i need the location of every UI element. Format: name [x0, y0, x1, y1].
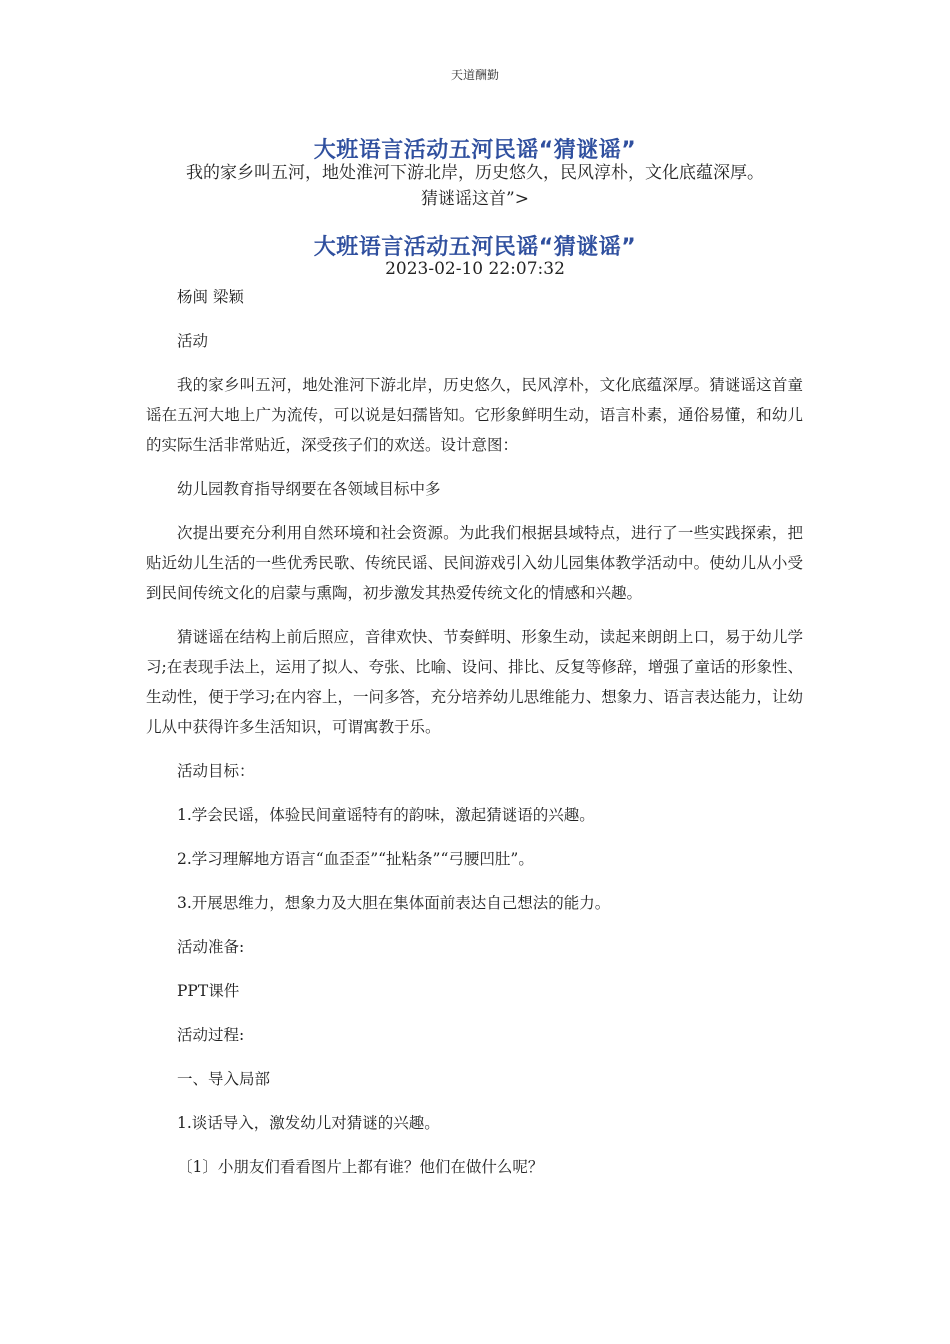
- paragraph: 我的家乡叫五河，地处淮河下游北岸，历史悠久，民风淳朴，文化底蕴深厚。猜谜谣这首童谣在五河大地上广为流传，可以说是妇孺皆知。它形象鲜明生动，语言朴素，通俗易懂，和幼儿的实际生活非常贴近，深受孩子们的欢送。设计意图：: [146, 376, 803, 454]
- document-title: 大班语言活动五河民谣“猜谜谣”: [313, 138, 637, 163]
- section-heading: 活动过程:: [177, 1026, 245, 1044]
- article-title: 大班语言活动五河民谣“猜谜谣”: [313, 235, 637, 260]
- paragraph: 幼儿园教育指导纲要在各领域目标中多: [177, 480, 441, 498]
- list-item: 〔1〕小朋友们看看图片上都有谁？他们在做什么呢？: [177, 1158, 544, 1176]
- paragraph: 活动: [177, 332, 209, 350]
- article-body: [146, 282, 803, 1196]
- list-item: 3.开展思维力，想象力及大胆在集体面前表达自己想法的能力。: [177, 894, 611, 912]
- section-heading: 活动目标：: [177, 762, 255, 780]
- document-summary: [140, 160, 810, 212]
- summary-line: 我的家乡叫五河，地处淮河下游北岸，历史悠久，民风淳朴，文化底蕴深厚。: [186, 163, 764, 183]
- section-heading: 活动准备:: [177, 938, 245, 956]
- section-heading: 一、导入局部: [177, 1070, 271, 1088]
- paragraph: PPT课件: [177, 982, 240, 1000]
- paragraph: 猜谜谣在结构上前后照应，音律欢快、节奏鲜明、形象生动，读起来朗朗上口，易于幼儿学习;在表现手法上，运用了拟人、夸张、比喻、设问、排比、反复等修辞，增强了童话的形象性、生动性，便于学习;在内容上，一问多答，充分培养幼儿思维能力、想象力、语言表达能力，让幼儿从中获得许多生活知识，可谓寓教于乐。: [146, 628, 803, 736]
- list-item: 1.学会民谣，体验民间童谣特有的韵味，激起猜谜语的兴趣。: [177, 806, 595, 824]
- summary-line: 猜谜谣这首”>: [421, 189, 529, 209]
- author-line: 杨闽 梁颖: [177, 288, 244, 306]
- paragraph: 次提出要充分利用自然环境和社会资源。为此我们根据县域特点，进行了一些实践探索，把贴近幼儿生活的一些优秀民歌、传统民谣、民间游戏引入幼儿园集体教学活动中。使幼儿从小受到民间传统文化的启蒙与熏陶，初步激发其热爱传统文化的情感和兴趣。: [146, 524, 803, 602]
- list-item: 1.谈话导入，激发幼儿对猜谜的兴趣。: [177, 1114, 440, 1132]
- page-header: 天道酬勤: [450, 68, 499, 82]
- list-item: 2.学习理解地方语言“血歪歪”“扯粘条”“弓腰凹肚”。: [177, 850, 534, 868]
- publish-date: 2023-02-10 22:07:32: [385, 259, 565, 279]
